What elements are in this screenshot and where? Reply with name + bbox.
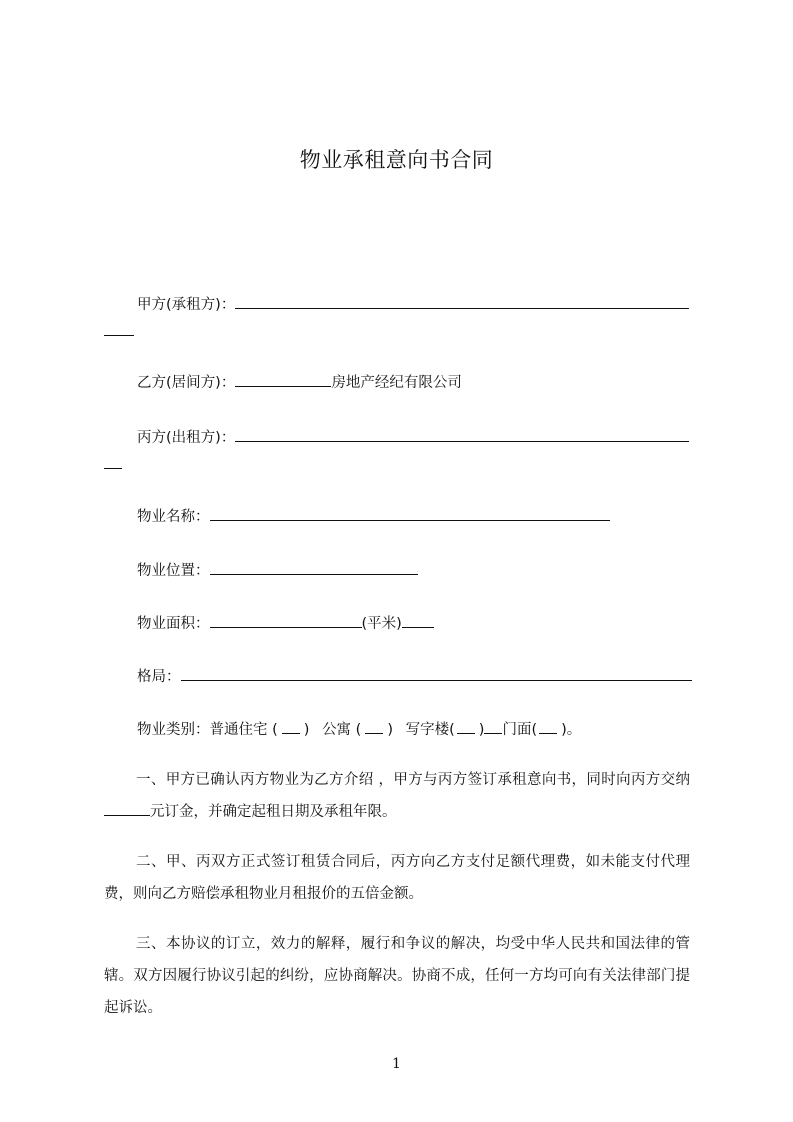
residential-checkbox-blank[interactable] — [282, 718, 300, 734]
party-a-label: 甲方(承租方)： — [137, 297, 236, 313]
party-c-blank-continued[interactable] — [104, 453, 122, 469]
property-area-blank[interactable] — [210, 612, 362, 628]
clause-2: 二、甲、丙双方正式签订租赁合同后，丙方向乙方支付足额代理费，如未能支付代理费，则向乙方赔偿承租物业月租报价的五倍金额。 — [104, 854, 690, 902]
property-type-option-office-close: ) — [478, 722, 485, 738]
property-location-row — [137, 559, 418, 581]
party-a-row — [137, 293, 689, 315]
clause-3: 三、本协议的订立，效力的解释，履行和争议的解决，均受中华人民共和国法律的管辖。双方因履行协议引起的纠纷，应协商解决。协商不成，任何一方均可向有关法律部门提起诉讼。 — [104, 936, 690, 1016]
property-area-extra-blank[interactable] — [402, 612, 434, 628]
property-area-unit: (平米) — [361, 616, 402, 632]
apartment-checkbox-blank[interactable] — [365, 718, 383, 734]
clause-1-text-b: 元订金，并确定起租日期及承租年限。 — [150, 804, 397, 820]
property-type-option-apartment-close: ) — [387, 722, 394, 738]
property-name-row — [137, 505, 610, 527]
property-type-label: 物业类别： — [137, 722, 210, 738]
property-type-row — [137, 718, 581, 740]
party-a-blank[interactable] — [235, 293, 689, 309]
office-extra-blank[interactable] — [484, 718, 502, 734]
party-c-blank[interactable] — [235, 426, 689, 442]
document-title: 物业承租意向书合同 — [299, 148, 494, 172]
storefront-checkbox-blank[interactable] — [539, 718, 557, 734]
property-type-option-residential: 普通住宅 ( — [209, 722, 278, 738]
page-number: 1 — [392, 1056, 401, 1072]
party-c-row — [137, 426, 689, 448]
party-b-company-suffix: 房地产经纪有限公司 — [331, 375, 462, 391]
layout-blank[interactable] — [181, 665, 692, 681]
office-checkbox-blank[interactable] — [457, 718, 475, 734]
property-location-label: 物业位置： — [137, 563, 210, 579]
deposit-amount-blank[interactable] — [104, 800, 150, 816]
party-c-row-continued — [104, 453, 122, 475]
property-type-option-storefront: 门面( — [502, 722, 538, 738]
property-name-label: 物业名称： — [137, 509, 210, 525]
property-type-option-office: 写字楼( — [405, 722, 455, 738]
party-b-blank[interactable] — [235, 371, 331, 387]
property-type-option-residential-close: ) — [303, 722, 310, 738]
layout-row — [137, 665, 692, 687]
party-b-row — [137, 371, 462, 393]
layout-label: 格局： — [137, 669, 181, 685]
property-type-option-storefront-close: )。 — [561, 722, 582, 738]
property-name-blank[interactable] — [210, 505, 610, 521]
property-area-label: 物业面积： — [137, 616, 210, 632]
property-location-blank[interactable] — [210, 559, 418, 575]
party-a-row-continued — [104, 320, 134, 342]
party-a-blank-continued[interactable] — [104, 320, 134, 336]
clause-1 — [104, 764, 690, 828]
property-type-option-apartment: 公寓 ( — [322, 722, 362, 738]
party-c-label: 丙方(出租方)： — [137, 430, 236, 446]
property-area-row — [137, 612, 434, 634]
clause-1-text-a: 一、甲方已确认丙方物业为乙方介绍 ，甲方与丙方签订承租意向书，同时向丙方交纳 — [136, 772, 690, 788]
party-b-label: 乙方(居间方)： — [137, 375, 236, 391]
